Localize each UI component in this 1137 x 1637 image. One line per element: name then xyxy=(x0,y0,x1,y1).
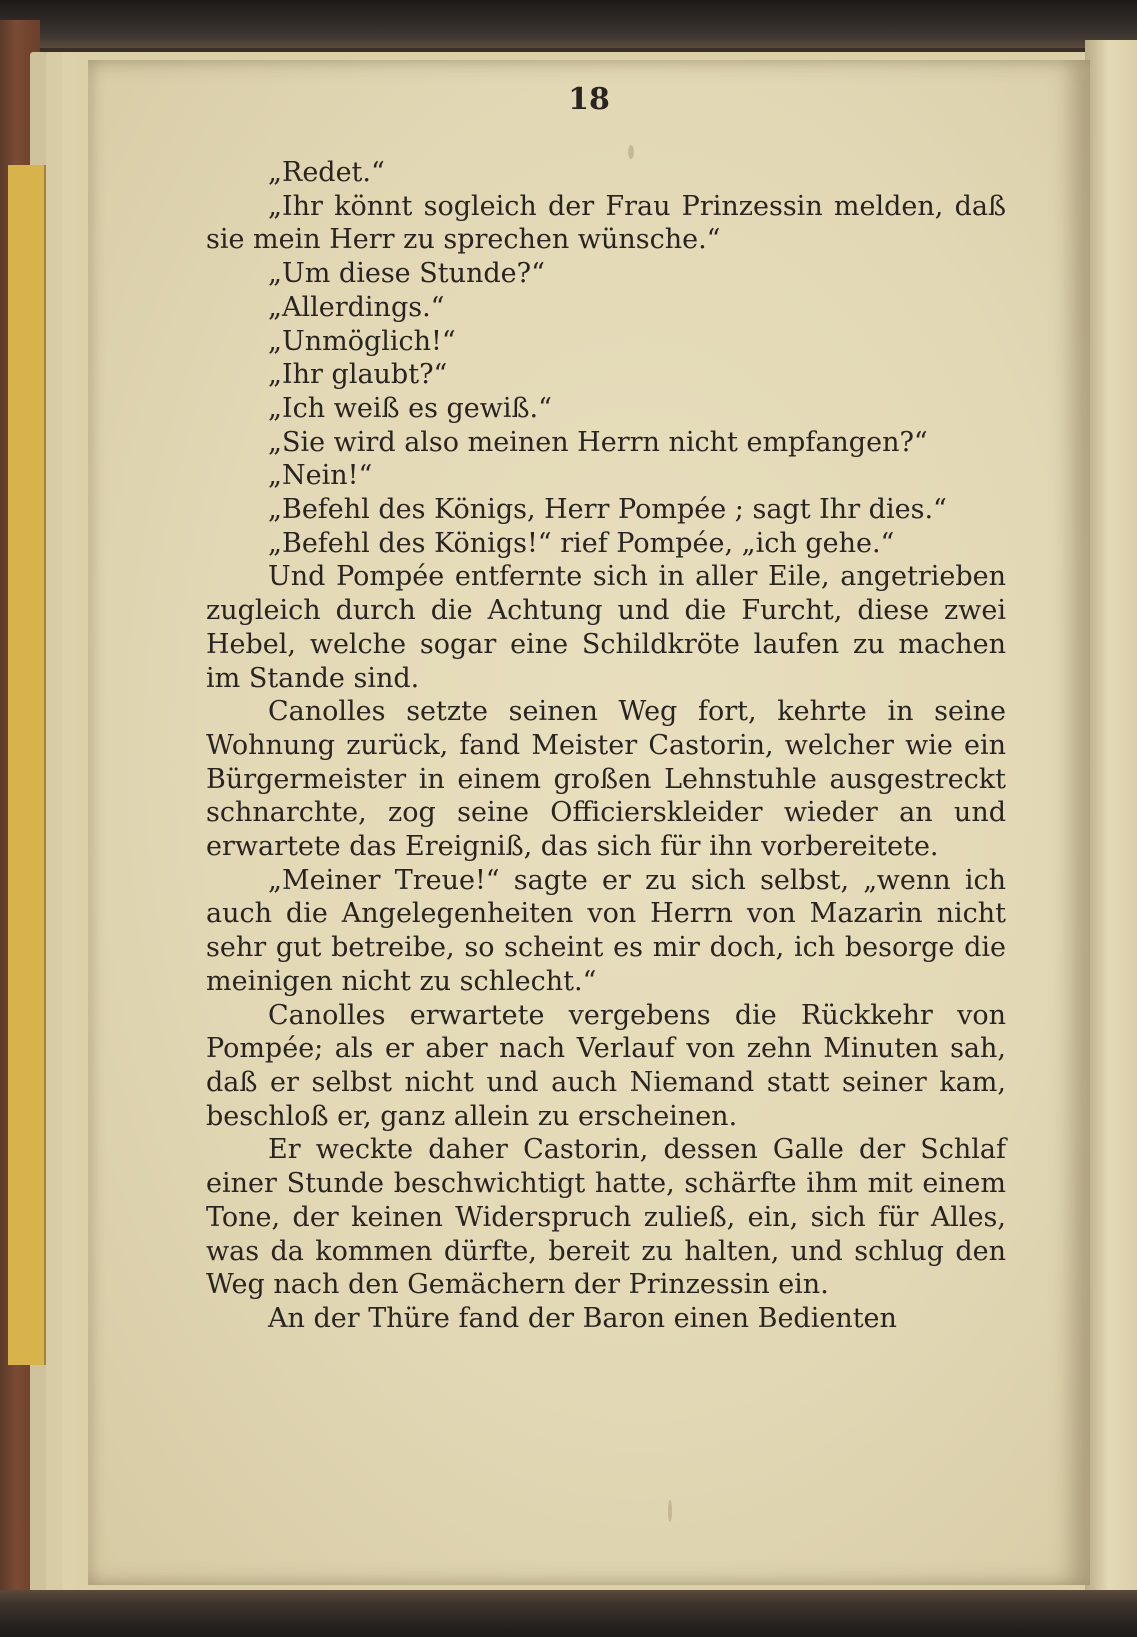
paragraph: „Um diese Stunde?“ xyxy=(268,258,545,290)
paragraph: „Sie wird also meinen Herrn nicht empfangen?“ xyxy=(268,426,928,458)
book-cover-bottom xyxy=(0,1590,1137,1637)
paragraph: An der Thüre fand der Baron einen Bedienten xyxy=(268,1302,897,1334)
paragraph: „Befehl des Königs!“ rief Pompée, „ich gehe.“ xyxy=(268,527,895,559)
paragraph: Canolles erwartete vergebens die Rückkehr von Pompée; als er aber nach Verlauf von zehn Minuten sah, daß er selbst nicht und auch Niemand statt seiner kam, beschloß er, ganz allein zu erscheinen. xyxy=(206,999,1006,1132)
paragraph: „Allerdings.“ xyxy=(268,291,445,323)
paragraph: Er weckte daher Castorin, dessen Galle der Schlaf einer Stunde beschwichtigt hatte, schärfte ihm mit einem Tone, der keinen Widerspruch zuließ, ein, sich für Alles, was da kommen dürfte, bereit zu halten, und schlug den Weg nach den Gemächern der Prinzessin ein. xyxy=(206,1134,1006,1301)
paragraph: Canolles setzte seinen Weg fort, kehrte in seine Wohnung zurück, fand Meister Castorin, welcher wie ein Bürgermeister in einem großen Lehnstuhle ausgestreckt schnarchte, zog seine Officierskleider wieder an und erwartete das Ereigniß, das sich für ihn vorbereitete. xyxy=(206,696,1006,863)
paper-blemish xyxy=(668,1500,672,1522)
paragraph: „Unmöglich!“ xyxy=(268,325,456,357)
paragraph: „Ihr glaubt?“ xyxy=(268,359,448,391)
page-number: 18 xyxy=(568,82,610,117)
paragraph: „Befehl des Königs, Herr Pompée ; sagt Ihr dies.“ xyxy=(268,494,947,526)
book-cover-top xyxy=(0,0,1137,48)
paragraph: „Nein!“ xyxy=(268,460,373,492)
paragraph: „Redet.“ xyxy=(268,157,385,188)
paragraph: „Ich weiß es gewiß.“ xyxy=(268,392,552,424)
bookmark-strip xyxy=(8,165,46,1365)
book-page xyxy=(88,60,1090,1585)
paragraph: „Ihr könnt sogleich der Frau Prinzessin melden, daß sie mein Herr zu sprechen wünsche.“ xyxy=(206,190,1006,256)
paragraph: Und Pompée entfernte sich in aller Eile, angetrieben zugleich durch die Achtung und die Furcht, diese zwei Hebel, welche sogar eine Schildkröte laufen zu machen im Stande sind. xyxy=(206,561,1006,694)
paragraph: „Meiner Treue!“ sagte er zu sich selbst, „wenn ich auch die Angelegenheiten von Herrn von Mazarin nicht sehr gut betreibe, so scheint es mir doch, ich besorge die meinigen nicht zu schlecht.“ xyxy=(206,864,1006,997)
page-text xyxy=(206,156,1006,1336)
facing-page-edge xyxy=(1085,40,1137,1600)
